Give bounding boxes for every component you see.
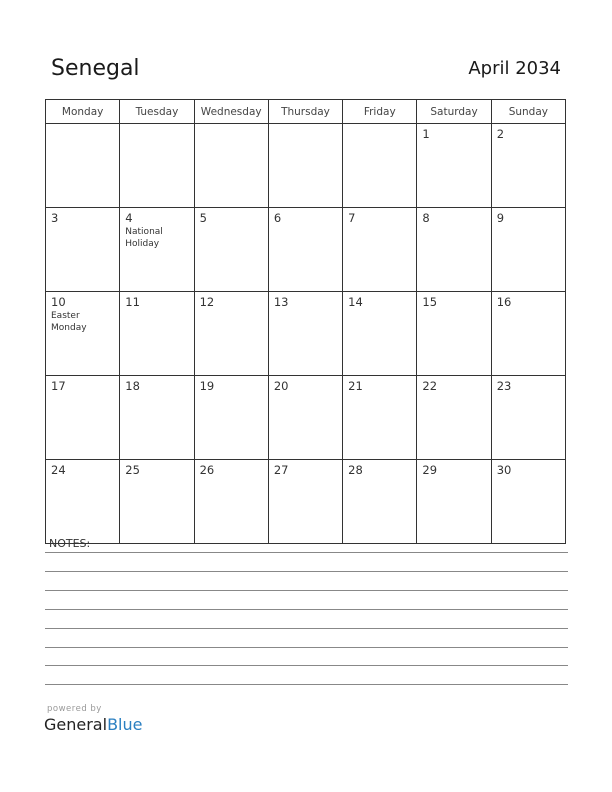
day-cell (120, 124, 194, 208)
day-number: 23 (496, 379, 512, 393)
footer-brand (44, 704, 142, 734)
day-cell (268, 124, 342, 208)
day-cell (194, 124, 268, 208)
country-title: Senegal (51, 56, 140, 81)
day-cell (491, 208, 565, 292)
day-cell (417, 460, 491, 544)
day-cell (120, 376, 194, 460)
day-number: 1 (422, 127, 430, 141)
day-cell (268, 208, 342, 292)
day-cell (120, 292, 194, 376)
day-number: 20 (273, 379, 289, 393)
day-cell (417, 376, 491, 460)
day-cell (417, 292, 491, 376)
day-number: 19 (199, 379, 215, 393)
day-cell (194, 208, 268, 292)
day-cell (491, 124, 565, 208)
month-year-title: April 2034 (468, 58, 561, 79)
day-number: 29 (422, 463, 438, 477)
day-number: 3 (51, 211, 59, 225)
day-number: 26 (199, 463, 215, 477)
day-number: 11 (125, 295, 140, 309)
day-number: 28 (348, 463, 363, 477)
weekday-sunday: Sunday (491, 100, 565, 124)
day-number: 13 (273, 295, 289, 309)
brand-general: General (44, 715, 108, 734)
weekday-friday: Friday (343, 100, 417, 124)
notes-line (45, 552, 568, 553)
day-cell (417, 124, 491, 208)
holiday-label: Easter Monday (51, 311, 87, 333)
day-number: 8 (422, 211, 430, 225)
day-cell (194, 460, 268, 544)
day-cell (343, 208, 417, 292)
day-number: 12 (199, 295, 215, 309)
calendar-grid (45, 99, 566, 544)
brand-blue: Blue (107, 715, 143, 734)
week-row (46, 208, 566, 292)
day-number: 27 (273, 463, 289, 477)
notes-line (45, 684, 568, 685)
weekday-monday: Monday (46, 100, 120, 124)
day-number: 6 (273, 211, 282, 225)
notes-line (45, 571, 568, 572)
day-cell (268, 292, 342, 376)
weekday-saturday: Saturday (417, 100, 491, 124)
day-cell (417, 208, 491, 292)
weekday-tuesday: Tuesday (120, 100, 194, 124)
day-cell (343, 124, 417, 208)
day-number: 7 (348, 211, 356, 225)
day-cell (46, 208, 120, 292)
day-number: 5 (199, 211, 207, 225)
day-cell (120, 460, 194, 544)
week-row (46, 376, 566, 460)
day-number: 30 (496, 463, 512, 477)
day-cell (46, 124, 120, 208)
day-cell (194, 376, 268, 460)
day-number: 10 (51, 295, 66, 309)
day-cell (268, 460, 342, 544)
day-cell (46, 292, 120, 376)
week-row (46, 292, 566, 376)
day-cell (343, 376, 417, 460)
day-number: 18 (125, 379, 140, 393)
day-cell (343, 292, 417, 376)
holiday-label: National Holiday (125, 227, 163, 249)
day-number: 17 (51, 379, 66, 393)
notes-line (45, 609, 568, 610)
notes-line (45, 590, 568, 591)
day-number: 4 (125, 211, 133, 225)
day-number: 21 (348, 379, 363, 393)
weekday-header-row (46, 100, 566, 124)
notes-line (45, 665, 568, 666)
day-number: 25 (125, 463, 140, 477)
powered-by-text: powered by (47, 704, 102, 714)
day-number: 2 (496, 127, 505, 141)
notes-line (45, 647, 568, 648)
day-number: 22 (422, 379, 438, 393)
day-cell (46, 376, 120, 460)
day-cell (268, 376, 342, 460)
notes-label: NOTES: (49, 537, 91, 550)
day-cell (46, 460, 120, 544)
weekday-thursday: Thursday (268, 100, 342, 124)
week-row (46, 460, 566, 544)
notes-line (45, 628, 568, 629)
day-number: 9 (496, 211, 505, 225)
day-number: 24 (51, 463, 66, 477)
day-cell (194, 292, 268, 376)
day-cell (491, 376, 565, 460)
week-row (46, 124, 566, 208)
day-number: 16 (496, 295, 512, 309)
day-cell (491, 460, 565, 544)
day-cell (343, 460, 417, 544)
day-cell (491, 292, 565, 376)
day-number: 14 (348, 295, 363, 309)
weekday-wednesday: Wednesday (194, 100, 268, 124)
brand-logo[interactable] (44, 715, 142, 734)
day-cell (120, 208, 194, 292)
day-number: 15 (422, 295, 438, 309)
